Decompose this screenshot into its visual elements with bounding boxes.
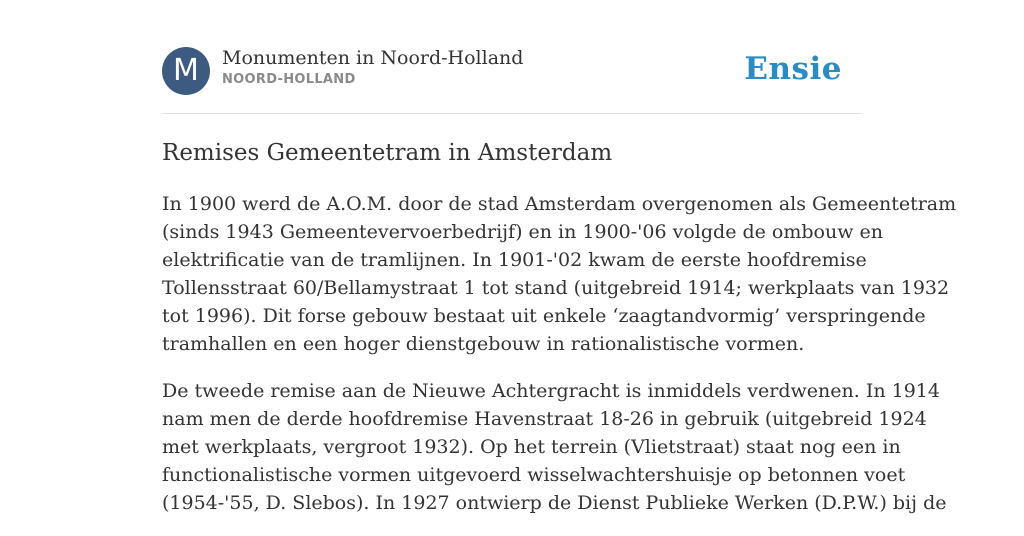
collection-subtitle[interactable]: NOORD-HOLLAND	[222, 72, 356, 87]
collection-title-block	[222, 45, 523, 89]
paragraph-line: met werkplaats, vergroot 1932). Op het terrein (Vlietstraat) staat nog een in	[162, 436, 901, 458]
article-body	[162, 190, 957, 536]
paragraph-line: tramhallen en een hoger dienstgebouw in rationalistische vormen.	[162, 333, 805, 355]
paragraph-line: Tollensstraat 60/Bellamystraat 1 tot stand (uitgebreid 1914; werkplaats van 1932	[162, 277, 950, 299]
header	[162, 0, 862, 114]
paragraph-line: tot 1996). Dit forse gebouw bestaat uit enkele ‘zaagtandvormig’ verspringende	[162, 305, 926, 327]
paragraph-line: nam men de derde hoofdremise Havenstraat 18-26 in gebruik (uitgebreid 1924	[162, 408, 927, 430]
avatar[interactable]: M	[162, 47, 210, 95]
paragraph-line: (sinds 1943 Gemeentevervoerbedrijf) en in 1900-'06 volgde de ombouw en	[162, 221, 883, 243]
article-title: Remises Gemeentetram in Amsterdam	[162, 140, 613, 166]
paragraph-line: elektrificatie van de tramlijnen. In 1901-'02 kwam de eerste hoofdremise	[162, 249, 867, 271]
brand-logo[interactable]: Ensie	[744, 51, 842, 87]
collection-title[interactable]: Monumenten in Noord-Holland	[222, 47, 524, 69]
paragraph-line: functionalistische vormen uitgevoerd wisselwachtershuisje op betonnen voet	[162, 464, 906, 486]
paragraph-1	[162, 190, 957, 358]
paragraph-line: (1954-'55, D. Slebos). In 1927 ontwierp de Dienst Publieke Werken (D.P.W.) bij de	[162, 492, 947, 514]
paragraph-2	[162, 377, 947, 517]
paragraph-line: In 1900 werd de A.O.M. door de stad Amsterdam overgenomen als Gemeentetram	[162, 193, 957, 215]
page-container	[162, 0, 957, 514]
paragraph-line: De tweede remise aan de Nieuwe Achtergracht is inmiddels verdwenen. In 1914	[162, 380, 940, 402]
